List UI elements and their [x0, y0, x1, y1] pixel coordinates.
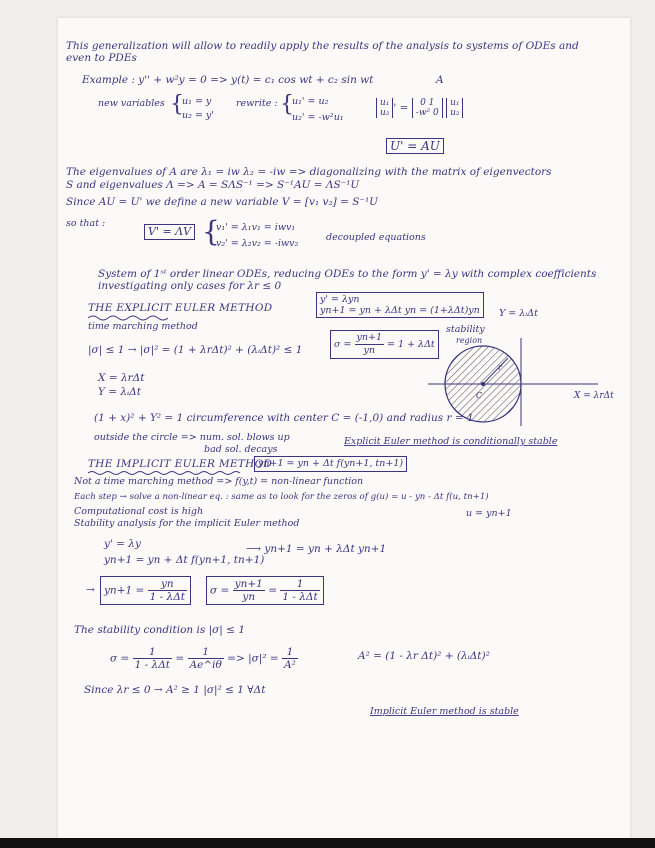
- y-eq-side: Y = λᵢΔt: [499, 308, 538, 319]
- u1-def: u₁ = y: [182, 96, 212, 107]
- u-vector-rhs: u₁ u₂: [446, 98, 463, 118]
- outside-circle-line-2: bad sol. decays: [204, 444, 278, 455]
- u-definition: u = yn+1: [466, 508, 512, 519]
- explicit-euler-title: THE EXPLICIT EULER METHOD: [88, 302, 273, 314]
- brace-left-3: {: [202, 215, 220, 248]
- matrix-equation: u₁ u₂ ' = 0 1 -w² 0 u₁ u₂: [376, 98, 463, 118]
- boxed-u-au: U' = AU: [386, 138, 444, 154]
- radius-label: r: [498, 363, 502, 372]
- implicit-eq-result: ⟶ yn+1 = yn + λΔt yn+1: [246, 543, 387, 555]
- eigen-line-1: The eigenvalues of A are λ₁ = iw λ₂ = -iw => diagonalizing with the matrix of eigenvectors: [66, 166, 552, 178]
- center-point: [481, 382, 485, 386]
- explicit-conclusion: Explicit Euler method is conditionally stable: [344, 436, 558, 447]
- not-time-marching-line: Not a time marching method => f(y,t) = non-linear function: [74, 476, 364, 487]
- a-squared-eq: A² = (1 - λr Δt)² + (λᵢΔt)²: [358, 650, 490, 662]
- explicit-box: [316, 292, 484, 318]
- new-variables-label: new variables: [98, 98, 165, 109]
- y-definition: Y = λᵢΔt: [98, 386, 141, 398]
- sigma-box: σ = $\frac{yn+1}{yn}$ = 1 + λΔt: [330, 330, 439, 359]
- decoupled-label: decoupled equations: [326, 232, 426, 243]
- implicit-sigma-fraction-1: $\frac{yn+1}{yn}$: [234, 578, 263, 603]
- computational-cost-line: Computational cost is high: [74, 506, 204, 517]
- time-marching-label: time marching method: [88, 321, 198, 332]
- center-label: C: [476, 391, 483, 400]
- matrix-a-label: A: [436, 74, 444, 86]
- stability-condition-line: The stability condition is |σ| ≤ 1: [74, 624, 245, 636]
- rewrite-eq-2: u₂' = -w²u₁: [292, 112, 344, 123]
- notebook-page: [58, 18, 630, 840]
- explicit-box-line-2: yn+1 = yn + λΔt yn = (1+λΔt)yn: [320, 305, 480, 316]
- region-label: region: [456, 336, 483, 345]
- a-matrix: 0 1 -w² 0: [412, 98, 443, 118]
- implicit-box: yn+1 = yn + Δt f(yn+1, tn+1): [254, 456, 407, 472]
- since-final-line: Since λr ≤ 0 → A² ≥ 1 |σ|² ≤ 1 ∀Δt: [84, 684, 266, 696]
- circumference-line: (1 + x)² + Y² = 1 circumference with center C = (-1,0) and radius r = 1: [94, 412, 474, 424]
- u2-def: u₂ = y': [182, 110, 214, 121]
- implicit-eq-2: yn+1 = yn + Δt f(yn+1, tn+1): [104, 554, 265, 566]
- implicit-conclusion: Implicit Euler method is stable: [370, 706, 519, 717]
- implicit-solution-box: yn+1 = $\frac{yn}{\text{1 - λΔt}}$: [100, 576, 191, 605]
- stability-analysis-line: Stability analysis for the implicit Euler method: [74, 518, 300, 529]
- explicit-box-line-1: y' = λyn: [320, 294, 360, 305]
- each-step-line: Each step → solve a non-linear eq. : same as to look for the zeros of g(u) = u - yn - Δt f(u, tn+1): [74, 492, 489, 502]
- stability-label: stability: [446, 324, 485, 335]
- brace-left-2: {: [280, 92, 294, 117]
- implicit-sigma-fraction-2: $\frac{1}{\text{1 - λΔt}}$: [282, 578, 318, 603]
- rewrite-label: rewrite :: [236, 98, 278, 109]
- eigen-line-2: S and eigenvalues Λ => A = SΛS⁻¹ => S⁻¹AU = ΛS⁻¹U: [66, 179, 360, 191]
- intro-line-1: This generalization will allow to readily apply the results of the analysis to systems of ODEs and: [66, 40, 579, 52]
- implicit-solution-fraction: $\frac{yn}{\text{1 - λΔt}}$: [149, 578, 186, 603]
- inequality-line: |σ| ≤ 1 → |σ|² = (1 + λrΔt)² + (λᵢΔt)² ≤ 1: [88, 344, 303, 356]
- arrow-to-box: →: [86, 584, 95, 596]
- sigma-derivation: σ = $\frac{1}{\text{1 - λΔt}}$ = $\frac{1}{Ae\^{}i\theta}$ => |σ|² = $\frac{1}{\text{A²}}$: [110, 646, 296, 671]
- x-axis-label: X = λrΔt: [574, 391, 614, 401]
- system-line-1: System of 1ˢᵗ order linear ODEs, reducing ODEs to the form y' = λy with complex coefficients: [98, 268, 597, 280]
- so-that-label: so that :: [66, 218, 106, 229]
- implicit-eq-1: y' = λy: [104, 538, 141, 550]
- boxed-v-av: V' = ΛV: [144, 224, 195, 240]
- v1-eq: v₁' = λ₁v₁ = iwv₁: [216, 222, 296, 233]
- scan-bottom-edge: [0, 838, 655, 848]
- brace-left-1: {: [170, 92, 184, 117]
- implicit-euler-title: THE IMPLICIT EULER METHOD: [88, 458, 273, 470]
- implicit-sigma-box: σ = $\frac{yn+1}{yn}$ = $\frac{1}{\text{1 - λΔt}}$: [206, 576, 324, 605]
- intro-line-2: even to PDEs: [66, 52, 137, 64]
- u-vector: u₁ u₂: [376, 98, 393, 118]
- rewrite-eq-1: u₁' = u₂: [292, 96, 329, 107]
- system-line-2: investigating only cases for λr ≤ 0: [98, 280, 282, 292]
- v2-eq: v₂' = λ₂v₂ = -iwv₂: [216, 238, 299, 249]
- since-line: Since AU = U' we define a new variable V = [v₁ v₂] = S⁻¹U: [66, 196, 379, 208]
- outside-circle-line-1: outside the circle => num. sol. blows up: [94, 432, 290, 443]
- x-definition: X = λrΔt: [98, 372, 145, 384]
- sigma-fraction: $\frac{yn+1}{yn}$: [356, 332, 382, 356]
- example-line: Example : y'' + w²y = 0 => y(t) = c₁ cos wt + c₂ sin wt: [82, 74, 374, 86]
